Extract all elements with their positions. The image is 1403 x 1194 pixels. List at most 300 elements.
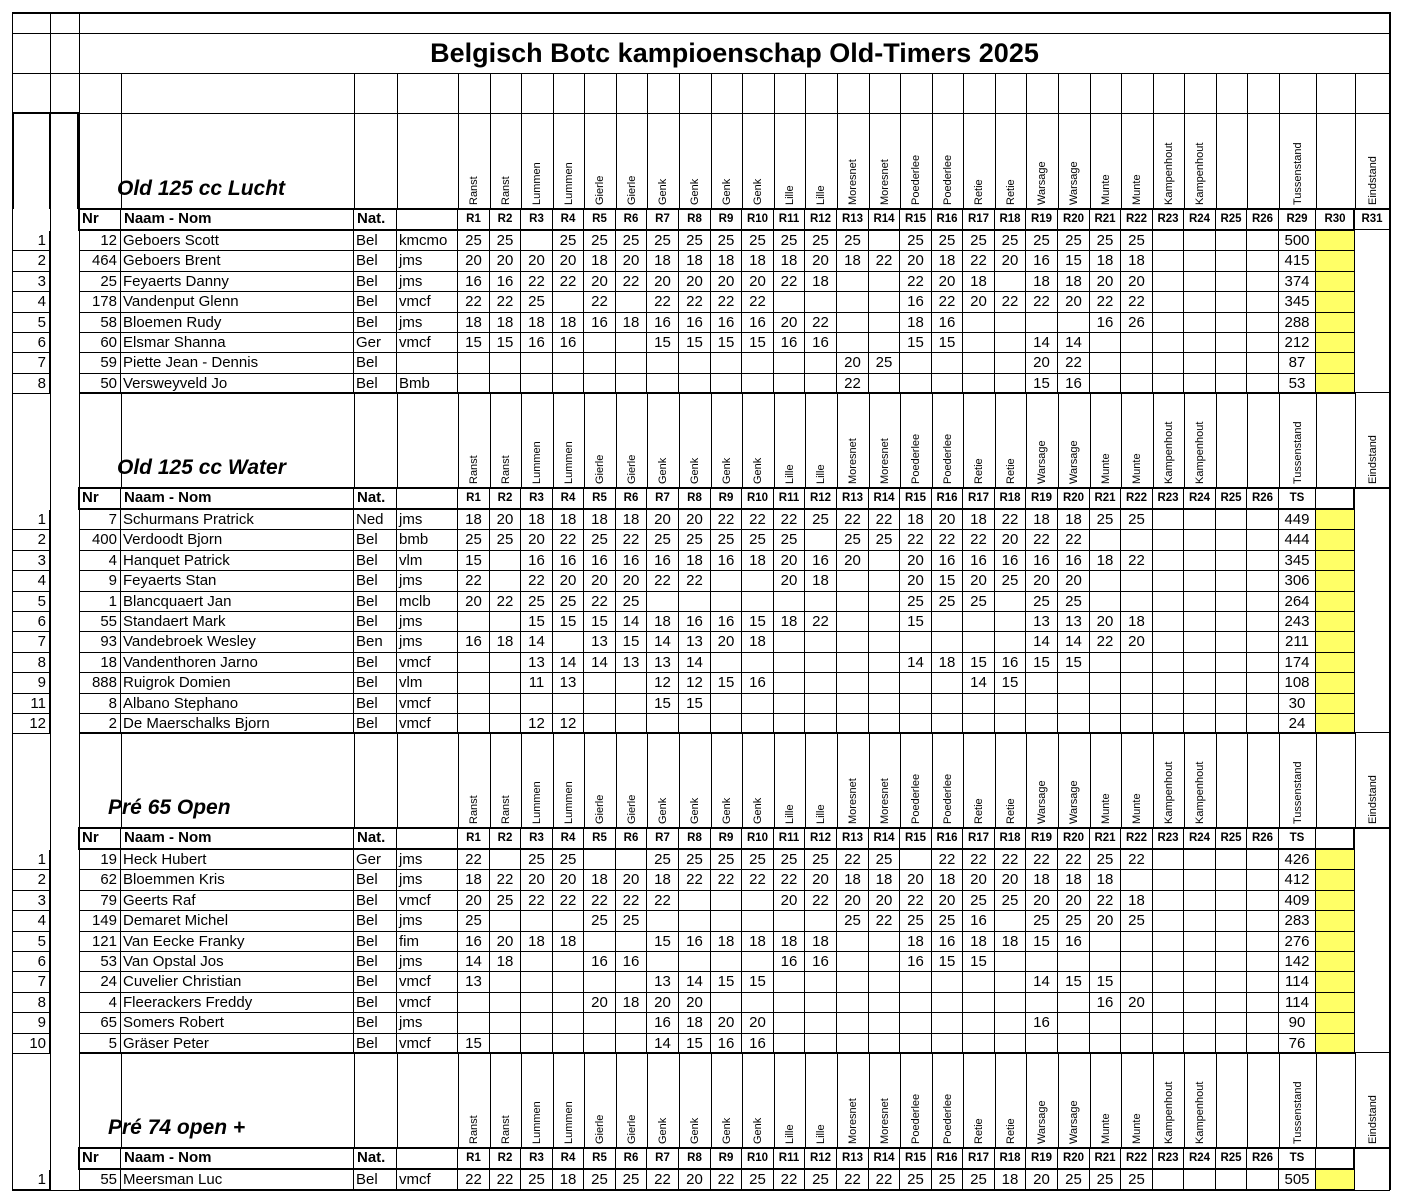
row-number: 93: [79, 632, 121, 652]
row-score: [711, 911, 742, 931]
row-score: 16: [616, 952, 647, 972]
row-r30-highlight: [1316, 1170, 1355, 1190]
row-number: 4: [79, 993, 121, 1013]
header-naam: Naam - Nom: [121, 1148, 354, 1169]
header-round: R3: [521, 828, 553, 849]
row-number: 60: [79, 333, 121, 353]
header-round: R12: [805, 1148, 837, 1169]
subhdr-round-line-0: [490, 73, 491, 113]
row-score: 16: [458, 932, 490, 952]
row-score: [995, 952, 1026, 972]
subhdr-round-line-4: [616, 73, 617, 113]
section-2-venue-round-9: [742, 732, 743, 827]
row-score: [1090, 694, 1121, 714]
row-score: 20: [1121, 272, 1153, 292]
row-score: 20: [679, 510, 711, 530]
row-score: [900, 1013, 932, 1033]
row-name: Bloemen Rudy: [121, 313, 354, 333]
subhdr-col-line-1: [354, 73, 355, 113]
row-score: [1184, 891, 1216, 911]
venue-label: Warsage: [1068, 1100, 1080, 1144]
row-score: [490, 1034, 521, 1054]
section-separator-2: [79, 1052, 1390, 1053]
row-score: [553, 1013, 584, 1033]
row-score: [1184, 1034, 1216, 1054]
header-round: R26: [1247, 1148, 1279, 1169]
header-round: R19: [1026, 209, 1058, 230]
row-score: [490, 551, 521, 571]
row-tussenstand: 449: [1279, 510, 1316, 530]
section-0-venue-round-22: [1153, 113, 1154, 208]
row-score: 22: [1058, 353, 1090, 373]
row-score: 14: [1026, 632, 1058, 652]
row-score: 22: [584, 292, 616, 312]
row-score: 22: [742, 870, 774, 890]
row-nationality: Bel: [354, 1034, 397, 1054]
row-number: 24: [79, 972, 121, 992]
section-1-venue-round-13: [869, 392, 870, 487]
subhdr-round-line-3: [584, 73, 585, 113]
row-r30-highlight: [1316, 911, 1355, 931]
row-score: 18: [490, 952, 521, 972]
row-score: 16: [490, 272, 521, 292]
section-2-venue-round-10: [774, 732, 775, 827]
section-3-venue-round-14: [900, 1052, 901, 1147]
row-name: Van Opstal Jos: [121, 952, 354, 972]
row-score: 12: [647, 673, 679, 693]
row-club: Bmb: [397, 374, 458, 394]
row-score: [995, 1034, 1026, 1054]
section-3-venue-col-2: [397, 1052, 398, 1147]
row-score: 15: [679, 1034, 711, 1054]
row-tussenstand: 288: [1279, 313, 1316, 333]
row-score: 25: [711, 530, 742, 550]
section-3-venue-round-6: [647, 1052, 648, 1147]
row-score: 16: [521, 333, 553, 353]
row-score: 20: [1026, 571, 1058, 591]
subhdr-round-line-17: [1026, 73, 1027, 113]
row-score: [584, 972, 616, 992]
header-round: R1: [458, 209, 490, 230]
subhdr-round-line-14: [932, 73, 933, 113]
row-position: 5: [12, 932, 50, 952]
row-score: [1184, 592, 1216, 612]
row-score: 18: [1121, 891, 1153, 911]
row-score: 25: [521, 850, 553, 870]
row-r30-highlight: [1316, 870, 1355, 890]
row-score: 22: [900, 272, 932, 292]
row-score: [1247, 231, 1279, 251]
row-score: 13: [616, 653, 647, 673]
row-tussenstand: 243: [1279, 612, 1316, 632]
row-score: [1153, 972, 1184, 992]
row-score: 16: [963, 551, 995, 571]
row-score: [1216, 694, 1247, 714]
row-score: [1153, 1013, 1184, 1033]
row-score: 20: [774, 551, 805, 571]
row-score: 25: [774, 231, 805, 251]
row-score: [1121, 592, 1153, 612]
row-number: 8: [79, 694, 121, 714]
row-score: 16: [647, 1013, 679, 1033]
row-score: [1153, 993, 1184, 1013]
row-score: 25: [1026, 911, 1058, 931]
row-score: 15: [647, 694, 679, 714]
row-number: 2: [79, 714, 121, 734]
subhdr-tail-line-0: [1316, 73, 1317, 113]
venue-label: Lummen: [531, 1101, 543, 1144]
venue-label: Lille: [783, 464, 796, 484]
section-3-venue-round-19: [1058, 1052, 1059, 1147]
row-score: [1153, 891, 1184, 911]
row-club: jms: [397, 632, 458, 652]
row-score: 20: [521, 870, 553, 890]
row-score: [1247, 272, 1279, 292]
header-round: R9: [711, 1148, 742, 1169]
row-score: 18: [553, 313, 584, 333]
section-2-venue-round-17: [995, 732, 996, 827]
header-round: R23: [1153, 828, 1184, 849]
row-score: 25: [742, 850, 774, 870]
row-score: 25: [584, 1170, 616, 1190]
row-score: [521, 972, 553, 992]
row-score: [774, 353, 805, 373]
row-score: 22: [490, 1170, 521, 1190]
section-3-venue-round-0: [458, 1052, 459, 1147]
row-score: 18: [837, 251, 869, 271]
header-nr: Nr: [79, 209, 121, 230]
header-club: [397, 1148, 458, 1169]
row-score: [1153, 353, 1184, 373]
row-number: 888: [79, 673, 121, 693]
row-score: [774, 1013, 805, 1033]
row-score: [742, 653, 774, 673]
row-score: 25: [1090, 510, 1121, 530]
row-score: 16: [1058, 374, 1090, 394]
row-score: [837, 272, 869, 292]
row-r31: [1355, 850, 1390, 870]
row-score: 16: [711, 551, 742, 571]
row-score: 18: [458, 510, 490, 530]
row-score: 22: [869, 911, 900, 931]
row-score: [1216, 1170, 1247, 1190]
venue-label: Genk: [752, 178, 764, 205]
section-separator-0: [79, 392, 1390, 393]
row-score: [521, 993, 553, 1013]
row-position: 12: [12, 714, 50, 734]
row-score: 16: [711, 612, 742, 632]
row-score: [995, 1013, 1026, 1033]
row-r30-highlight: [1316, 1013, 1355, 1033]
row-score: [1153, 333, 1184, 353]
corner-box-right: [77, 113, 79, 209]
row-score: [553, 952, 584, 972]
row-r30-highlight: [1316, 292, 1355, 312]
row-tussenstand: 142: [1279, 952, 1316, 972]
row-score: [1216, 571, 1247, 591]
row-score: 13: [553, 673, 584, 693]
row-score: [1121, 972, 1153, 992]
subhdr-col-line-3: [458, 73, 459, 113]
header-round: R7: [647, 488, 679, 509]
row-position: 5: [12, 313, 50, 333]
row-score: 20: [647, 510, 679, 530]
row-score: [869, 272, 900, 292]
row-score: [742, 571, 774, 591]
row-score: 22: [932, 530, 963, 550]
row-nationality: Bel: [354, 571, 397, 591]
section-1-venue-round-18: [1026, 392, 1027, 487]
row-number: 5: [79, 1034, 121, 1054]
row-score: [521, 1013, 553, 1033]
row-score: [869, 571, 900, 591]
header-round: R1: [458, 1148, 490, 1169]
venue-label: Kampenhout: [1162, 1081, 1175, 1144]
section-2-venue-round-23: [1184, 732, 1185, 827]
venue-label: Genk: [752, 1117, 764, 1144]
row-score: 22: [1090, 632, 1121, 652]
venue-label: Moresnet: [878, 778, 891, 824]
row-score: [1184, 251, 1216, 271]
header-round: R12: [805, 488, 837, 509]
row-score: 22: [521, 891, 553, 911]
venue-label: Poederlee: [910, 773, 922, 824]
row-score: 22: [521, 272, 553, 292]
section-3-venue-round-17: [995, 1052, 996, 1147]
row-position: 8: [12, 653, 50, 673]
row-score: [900, 673, 932, 693]
row-score: [711, 993, 742, 1013]
header-round: R19: [1026, 488, 1058, 509]
row-score: [805, 530, 837, 550]
row-score: 25: [647, 850, 679, 870]
row-score: 20: [616, 571, 647, 591]
row-score: [1216, 891, 1247, 911]
section-2-venue-round-18: [1026, 732, 1027, 827]
row-score: 14: [1058, 632, 1090, 652]
header-nr: Nr: [79, 828, 121, 849]
row-score: [679, 952, 711, 972]
header-round: R26: [1247, 828, 1279, 849]
row-score: [1184, 850, 1216, 870]
row-tussenstand: 211: [1279, 632, 1316, 652]
row-score: [1216, 272, 1247, 292]
row-score: [1090, 592, 1121, 612]
row-nationality: Bel: [354, 870, 397, 890]
subhdr-tail-line-1: [1355, 73, 1356, 113]
section-0-venue-round-18: [1026, 113, 1027, 208]
venue-label: Ranst: [499, 795, 512, 824]
section-title: Pré 65 Open: [108, 796, 231, 819]
eindstand-label: Eindstand: [1366, 435, 1379, 484]
header-round: R25: [1216, 209, 1247, 230]
row-score: 25: [679, 231, 711, 251]
header-round: R11: [774, 488, 805, 509]
row-score: [963, 972, 995, 992]
row-nationality: Bel: [354, 952, 397, 972]
row-r31: [1355, 272, 1390, 292]
section-2-venue-round-6: [647, 732, 648, 827]
header-round: R13: [837, 1148, 869, 1169]
header-round: R4: [553, 1148, 584, 1169]
row-score: 22: [584, 592, 616, 612]
row-score: 16: [774, 333, 805, 353]
row-score: 16: [742, 1034, 774, 1054]
row-score: 20: [584, 272, 616, 292]
venue-label: Moresnet: [847, 1098, 859, 1144]
row-score: 20: [1090, 612, 1121, 632]
header-round: R20: [1058, 1148, 1090, 1169]
row-score: [584, 850, 616, 870]
row-score: 15: [458, 551, 490, 571]
row-score: 20: [679, 1170, 711, 1190]
row-club: jms: [397, 911, 458, 931]
row-number: 58: [79, 313, 121, 333]
row-club: vmcf: [397, 653, 458, 673]
row-score: 14: [900, 653, 932, 673]
row-score: [900, 353, 932, 373]
row-score: [1247, 313, 1279, 333]
row-score: 18: [1058, 870, 1090, 890]
row-nationality: Bel: [354, 673, 397, 693]
row-r31: [1355, 952, 1390, 972]
subhdr-round-line-16: [995, 73, 996, 113]
row-score: 22: [458, 571, 490, 591]
row-score: [1247, 251, 1279, 271]
row-r31: [1355, 653, 1390, 673]
row-score: [963, 694, 995, 714]
row-score: [1247, 571, 1279, 591]
row-score: [1184, 272, 1216, 292]
section-3-venue-round-11: [805, 1052, 806, 1147]
row-score: [805, 972, 837, 992]
row-score: [1121, 353, 1153, 373]
row-nationality: Ned: [354, 510, 397, 530]
row-score: [1247, 1170, 1279, 1190]
row-tussenstand: 415: [1279, 251, 1316, 271]
row-score: [1153, 911, 1184, 931]
header-round: R18: [995, 209, 1026, 230]
section-3-venue-round-22: [1153, 1052, 1154, 1147]
section-1-venue-round-20: [1090, 392, 1091, 487]
row-score: [1216, 972, 1247, 992]
row-score: 25: [837, 911, 869, 931]
row-score: 22: [711, 870, 742, 890]
row-score: 18: [584, 510, 616, 530]
row-score: [1216, 292, 1247, 312]
section-2-venue-round-21: [1121, 732, 1122, 827]
row-score: 20: [837, 891, 869, 911]
row-club: vmcf: [397, 1034, 458, 1054]
venue-label: Gierle: [594, 1114, 606, 1144]
header-round: R20: [1058, 828, 1090, 849]
row-score: [1058, 1034, 1090, 1054]
section-0-venue-round-2: [521, 113, 522, 208]
row-score: [837, 932, 869, 952]
row-nationality: Bel: [354, 530, 397, 550]
row-score: 25: [963, 1170, 995, 1190]
venue-label: Genk: [689, 457, 701, 484]
header-round: R18: [995, 488, 1026, 509]
row-score: 22: [837, 850, 869, 870]
header-round: R10: [742, 828, 774, 849]
row-score: 25: [490, 891, 521, 911]
row-score: 18: [805, 932, 837, 952]
row-score: [458, 353, 490, 373]
row-score: [679, 592, 711, 612]
row-r30-highlight: [1316, 1034, 1355, 1054]
section-1-venue-round-22: [1153, 392, 1154, 487]
row-name: Elsmar Shanna: [121, 333, 354, 353]
venue-label: Lille: [783, 1124, 796, 1144]
section-1-venue-round-14: [900, 392, 901, 487]
row-r31: [1355, 1013, 1390, 1033]
row-nationality: Ben: [354, 632, 397, 652]
section-0-venue-round-5: [616, 113, 617, 208]
venue-label: Retie: [973, 179, 985, 205]
venue-label: Ranst: [468, 1115, 480, 1144]
row-score: [1153, 272, 1184, 292]
row-r30-highlight: [1316, 551, 1355, 571]
row-score: 25: [616, 231, 647, 251]
row-nationality: Bel: [354, 972, 397, 992]
header-round: R7: [647, 828, 679, 849]
row-r31: [1355, 993, 1390, 1013]
section-1-venue-round-7: [679, 392, 680, 487]
header-round: R22: [1121, 488, 1153, 509]
subhdr-round-line-12: [869, 73, 870, 113]
row-score: 18: [900, 510, 932, 530]
venue-label: Genk: [720, 178, 733, 205]
row-score: [1184, 292, 1216, 312]
row-r30-highlight: [1316, 272, 1355, 292]
header-r30: [1316, 488, 1355, 509]
row-score: 18: [553, 1170, 584, 1190]
row-score: 20: [1090, 911, 1121, 931]
row-score: 15: [616, 632, 647, 652]
row-score: 20: [900, 870, 932, 890]
venue-label: Lille: [815, 464, 827, 484]
subhdr-col-line-2: [397, 73, 398, 113]
header-tussenstand: TS: [1279, 828, 1316, 849]
tussenstand-label: Tussenstand: [1291, 142, 1304, 205]
venue-label: Ranst: [468, 455, 480, 484]
row-score: [837, 694, 869, 714]
row-club: jms: [397, 272, 458, 292]
row-club: kmcmo: [397, 231, 458, 251]
venue-label: Lille: [815, 804, 827, 824]
row-name: Vandenput Glenn: [121, 292, 354, 312]
row-score: 16: [1026, 1013, 1058, 1033]
row-tussenstand: 426: [1279, 850, 1316, 870]
subhdr-round-line-18: [1058, 73, 1059, 113]
section-0-venue-col-1: [354, 113, 355, 208]
row-score: 25: [995, 231, 1026, 251]
row-score: 22: [837, 510, 869, 530]
row-score: 15: [742, 972, 774, 992]
row-club: jms: [397, 870, 458, 890]
row-nationality: Bel: [354, 551, 397, 571]
header-round: R6: [616, 1148, 647, 1169]
row-score: 25: [869, 353, 900, 373]
row-score: 22: [458, 1170, 490, 1190]
header-round: R9: [711, 488, 742, 509]
subhdr-col-line-0: [121, 73, 122, 113]
row-r30-highlight: [1316, 612, 1355, 632]
row-r30-highlight: [1316, 673, 1355, 693]
row-name: Feyaerts Stan: [121, 571, 354, 591]
row-score: 15: [742, 612, 774, 632]
